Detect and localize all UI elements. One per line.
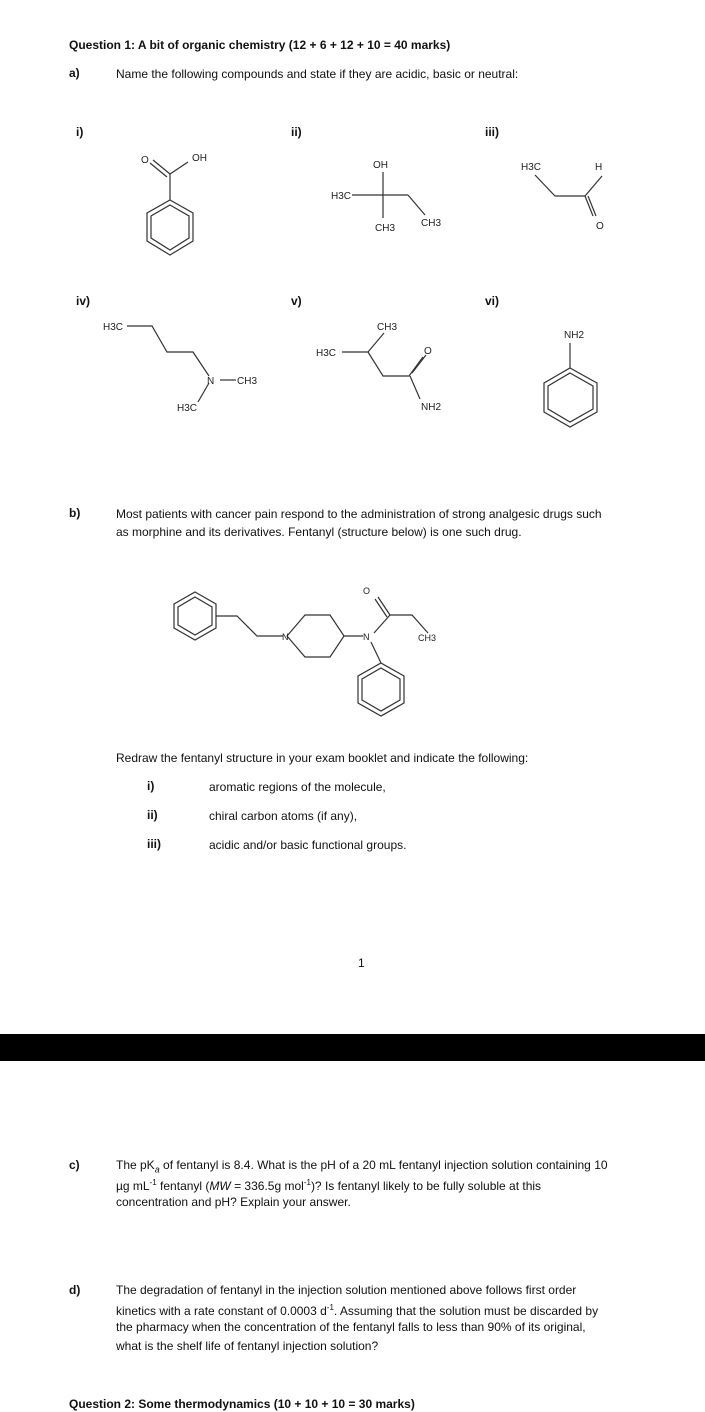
atom-O: O — [424, 346, 432, 357]
page-number: 1 — [358, 956, 365, 970]
item-ii-text: chiral carbon atoms (if any), — [209, 809, 358, 823]
part-d-line3: the pharmacy when the concentration of the fentanyl falls to less than 90% of its original, — [116, 1320, 586, 1334]
atom-NH2: NH2 — [564, 330, 585, 341]
atom-O: O — [363, 586, 371, 596]
item-i-text: aromatic regions of the molecule, — [209, 780, 386, 794]
item-ii-label: ii) — [147, 808, 158, 822]
item-iii-label: iii) — [147, 837, 161, 851]
atom-H3C: H3C — [103, 322, 124, 333]
structure-iv — [103, 322, 257, 414]
part-d-line1: The degradation of fentanyl in the injection solution mentioned above follows first order — [116, 1283, 577, 1297]
item-i-label: i) — [147, 779, 155, 793]
compounds-structures — [0, 0, 705, 460]
part-c-label: c) — [69, 1158, 80, 1172]
part-d-line2: kinetics with a rate constant of 0.0003 $d^{-1}$. Assuming that the solution must be discarded by — [116, 1303, 599, 1318]
part-b-text-line1: Most patients with cancer pain respond to the administration of strong analgesic drugs such — [116, 507, 602, 521]
structure-vi — [544, 330, 597, 427]
atom-O: O — [596, 221, 604, 232]
atom-H3C: H3C — [316, 348, 337, 359]
part-d-line4: what is the shelf life of fentanyl injection solution? — [116, 1339, 379, 1353]
atom-H3C: H3C — [521, 162, 542, 173]
part-d-label: d) — [69, 1283, 81, 1297]
item-iii-text: acidic and/or basic functional groups. — [209, 838, 407, 852]
atom-O: O — [141, 155, 149, 166]
atom-OH: OH — [192, 153, 207, 164]
compound-i-label: i) — [76, 125, 84, 139]
compound-vi-label: vi) — [485, 294, 500, 308]
page-break-band — [0, 1034, 705, 1061]
atom-CH3: CH3 — [418, 633, 437, 643]
atom-N: N — [282, 632, 289, 642]
atom-N: N — [207, 376, 215, 387]
part-c-line1: The $pK_a$ of fentanyl is 8.4. What is the pH of a 20 mL fentanyl injection solution containing 10 — [116, 1158, 608, 1175]
compound-v-label: v) — [291, 294, 302, 308]
question-2-heading: Question 2: Some thermodynamics (10 + 10 + 10 = 30 marks) — [69, 1397, 415, 1411]
atom-NH2: NH2 — [421, 402, 442, 413]
atom-H3C: H3C — [331, 191, 352, 202]
atom-H: H — [595, 162, 603, 173]
atom-H3C: H3C — [177, 403, 198, 414]
part-a-label: a) — [69, 66, 80, 80]
atom-CH3: CH3 — [377, 322, 398, 333]
atom-N: N — [363, 632, 370, 642]
redraw-instruction: Redraw the fentanyl structure in your exam booklet and indicate the following: — [116, 751, 529, 765]
structure-iii — [521, 162, 604, 232]
part-c-line3: concentration and pH? Explain your answer. — [116, 1195, 351, 1209]
atom-CH3: CH3 — [375, 223, 396, 234]
part-b-text-line2: as morphine and its derivatives. Fentanyl (structure below) is one such drug. — [116, 525, 522, 539]
compound-iii-label: iii) — [485, 125, 499, 139]
compound-ii-label: ii) — [291, 125, 302, 139]
structure-v — [316, 322, 441, 413]
part-b-label: b) — [69, 506, 81, 520]
question-1-heading: Question 1: A bit of organic chemistry (12 + 6 + 12 + 10 = 40 marks) — [69, 38, 451, 52]
atom-CH3: CH3 — [237, 376, 258, 387]
atom-OH: OH — [373, 160, 388, 171]
structure-ii — [331, 160, 441, 234]
compound-iv-label: iv) — [76, 294, 91, 308]
fentanyl-structure — [150, 575, 440, 725]
atom-CH3: CH3 — [421, 218, 442, 229]
part-c-line2: µg $mL^{-1}$ fentanyl (MW = 336.5g mol$^{-1}$)? Is fentanyl likely to be fully soluble at this — [116, 1178, 542, 1193]
structure-i — [141, 153, 207, 255]
part-a-text: Name the following compounds and state if they are acidic, basic or neutral: — [116, 67, 519, 81]
